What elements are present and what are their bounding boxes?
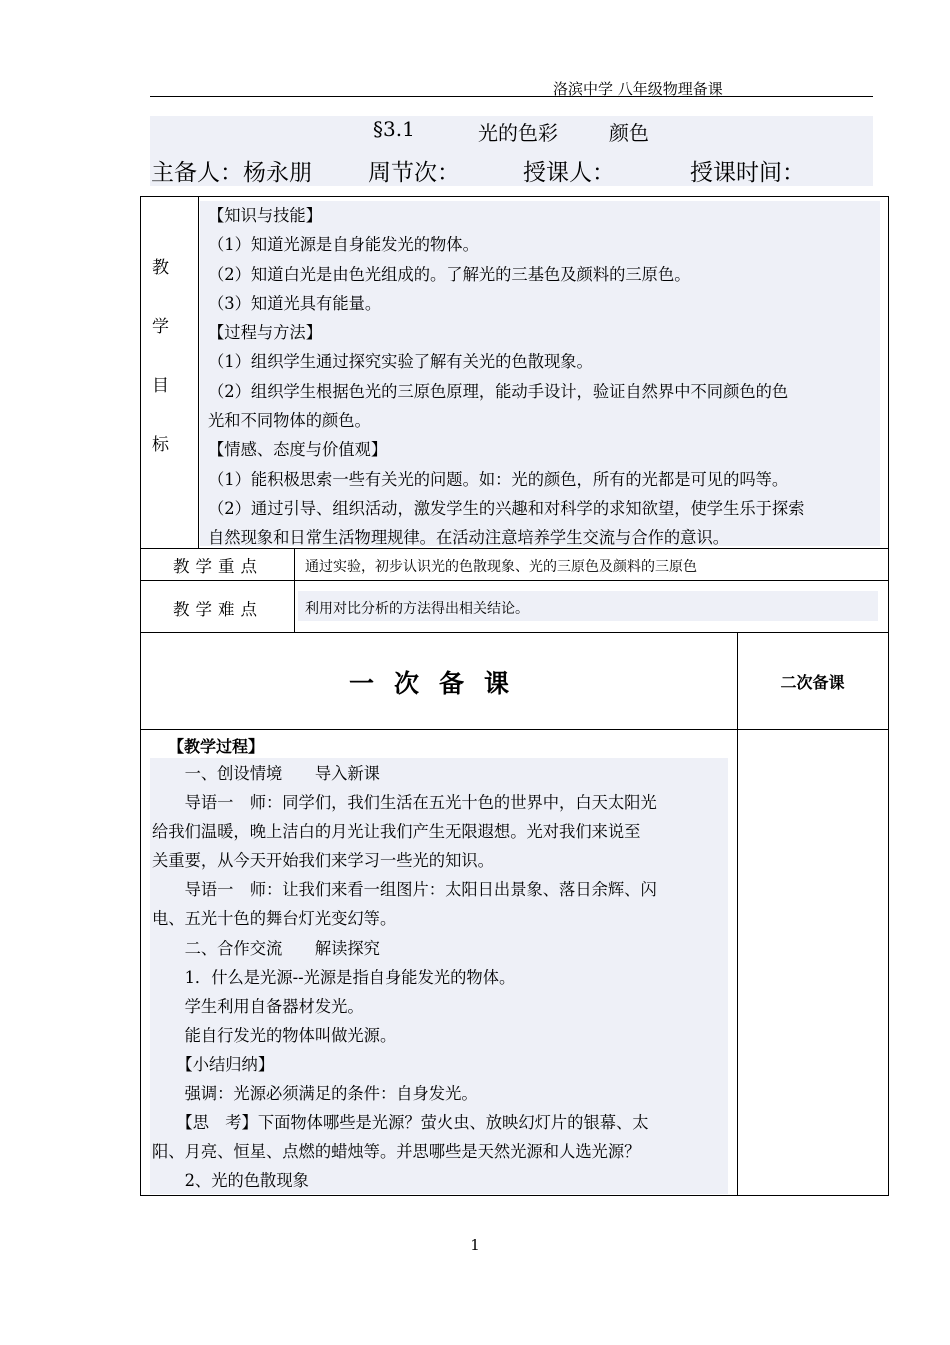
header-rule	[150, 96, 873, 97]
process-line: 阳、月亮、恒星、点燃的蜡烛等。并思哪些是天然光源和人选光源？	[152, 1142, 641, 1162]
process-line: 电、五光十色的舞台灯光变幻等。	[152, 909, 397, 929]
process-line: 关重要，从今天开始我们来学习一些光的知识。	[152, 851, 494, 871]
objective-line: 【知识与技能】	[208, 206, 322, 225]
second-prep-heading: 二次备课	[780, 673, 845, 692]
objectives-label-char: 目	[152, 376, 169, 396]
page-number: 1	[470, 1236, 480, 1254]
difficulties-text: 利用对比分析的方法得出相关结论。	[305, 601, 529, 617]
objective-line: 【情感、态度与价值观】	[208, 440, 388, 460]
process-line: 导语一 师：让我们来看一组图片：太阳日出景象、落日余辉、闪	[152, 880, 657, 900]
key-points-text: 通过实验，初步认识光的色散现象、光的三原色及颜料的三原色	[305, 559, 697, 575]
objectives-label-char: 教	[152, 258, 169, 278]
objective-line: （3）知道光具有能量。	[208, 293, 382, 313]
header-school-title: 洛滨中学 八年级物理备课	[553, 80, 723, 98]
process-line: 能自行发光的物体叫做光源。	[152, 1025, 397, 1045]
objectives-content	[208, 201, 880, 553]
process-line: 给我们温暖，晚上洁白的月光让我们产生无限遐想。光对我们来说至	[152, 822, 641, 842]
process-line: 学生利用自备器材发光。	[152, 996, 364, 1016]
objective-line: （1）能积极思索一些有关光的问题。如：光的颜色，所有的光都是可见的吗等。	[208, 469, 789, 489]
objective-line: 自然现象和日常生活物理规律。在活动注意培养学生交流与合作的意识。	[208, 528, 730, 548]
meta-time: 授课时间：	[690, 160, 805, 186]
process-line: 【小结归纳】	[152, 1054, 275, 1074]
meta-row	[150, 154, 873, 186]
lesson-section: §3.1	[373, 117, 415, 141]
objectives-label-char: 标	[152, 435, 169, 455]
first-prep-heading: 一次备课	[348, 669, 529, 698]
process-line: 2、光的色散现象	[152, 1171, 309, 1191]
objectives-label-char: 学	[152, 317, 169, 337]
lesson-title	[150, 117, 873, 147]
process-line: 1．什么是光源--光源是指自身能发光的物体。	[152, 967, 516, 987]
objective-line: （1）知道光源是自身能发光的物体。	[208, 235, 479, 255]
process-heading: 【教学过程】	[168, 737, 265, 756]
process-content	[152, 759, 730, 1195]
lesson-subtopic: 颜色	[609, 121, 649, 145]
meta-preparer: 主备人：杨永朋	[151, 160, 312, 186]
objective-line: （2）知道白光是由色光组成的。了解光的三基色及颜料的三原色。	[208, 264, 691, 284]
objective-line: 【过程与方法】	[208, 323, 322, 343]
process-line: 【思 考】下面物体哪些是光源？萤火虫、放映幻灯片的银幕、太	[152, 1113, 649, 1133]
objective-line: （1）组织学生通过探究实验了解有关光的色散现象。	[208, 352, 593, 372]
meta-teacher: 授课人：	[523, 160, 615, 186]
process-line: 二、合作交流 解读探究	[152, 938, 380, 958]
meta-week: 周节次：	[368, 160, 460, 186]
process-line: 一、创设情境 导入新课	[152, 764, 380, 783]
key-points-label: 教学重点	[173, 557, 263, 576]
objective-line: （2）通过引导、组织活动，激发学生的兴趣和对科学的求知欲望，使学生乐于探索	[208, 498, 805, 518]
objective-line: （2）组织学生根据色光的三原色原理，能动手设计，验证自然界中不同颜色的色	[208, 381, 789, 401]
objective-line: 光和不同物体的颜色。	[208, 411, 371, 431]
lesson-topic: 光的色彩	[478, 121, 558, 145]
process-line: 强调：光源必须满足的条件：自身发光。	[152, 1084, 478, 1104]
process-line: 导语一 师：同学们，我们生活在五光十色的世界中，白天太阳光	[152, 793, 657, 813]
difficulties-label: 教学难点	[173, 600, 263, 619]
